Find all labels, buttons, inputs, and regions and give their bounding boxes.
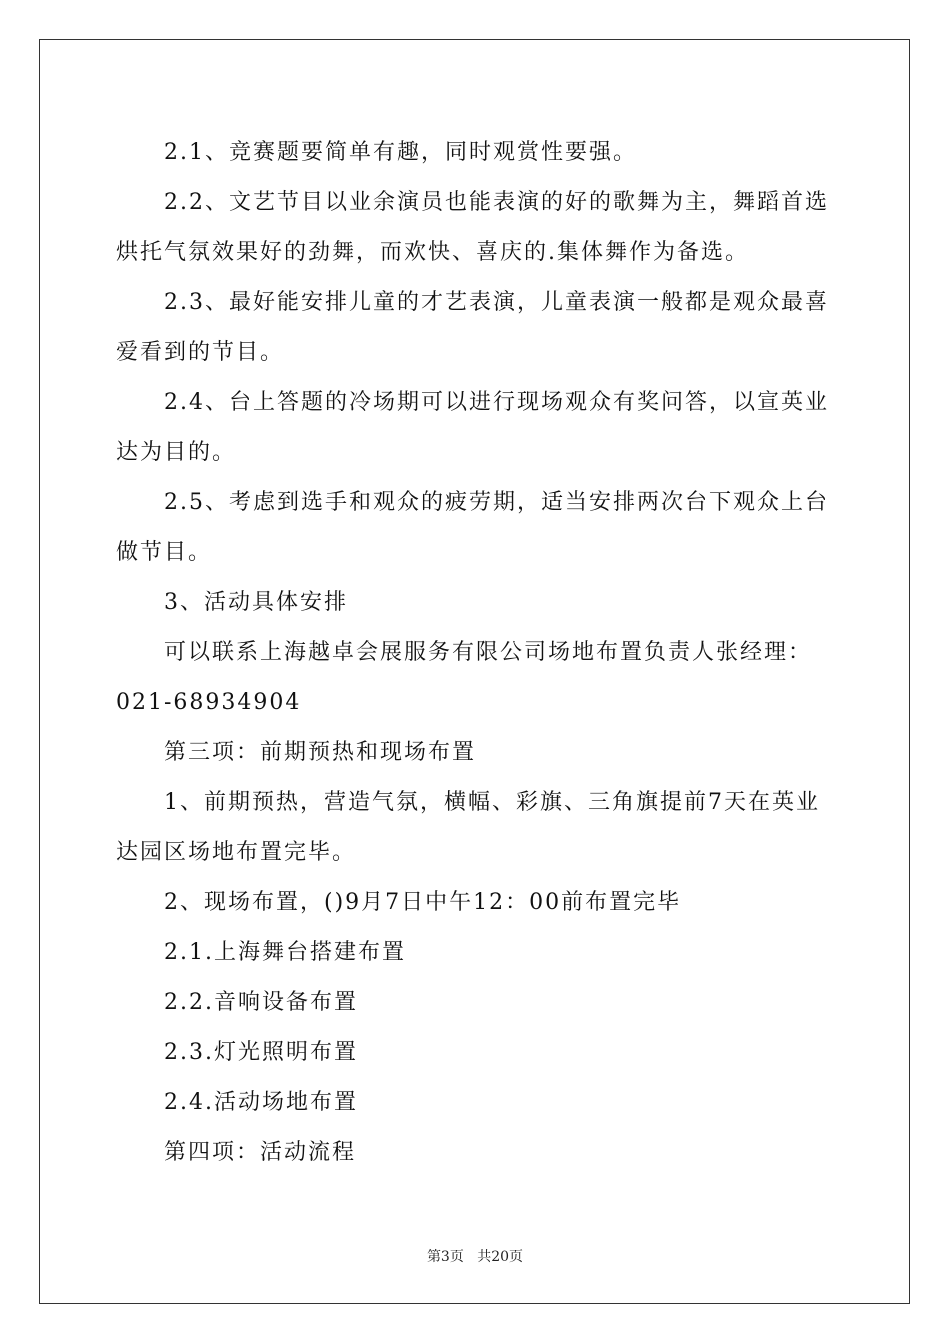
page-footer xyxy=(0,1248,950,1266)
list-item: 2.3.灯光照明布置 xyxy=(164,1040,358,1065)
list-item: 2.4.活动场地布置 xyxy=(164,1090,358,1115)
text-line: 1、前期预热，营造气氛，横幅、彩旗、三角旗提前7天在英业 xyxy=(164,790,820,815)
document-body xyxy=(116,128,836,1178)
text-line: 可以联系上海越卓会展服务有限公司场地布置负责人张经理： xyxy=(164,640,813,665)
section-heading: 3、活动具体安排 xyxy=(164,590,348,615)
text-line: 烘托气氛效果好的劲舞，而欢快、喜庆的.集体舞作为备选。 xyxy=(116,240,749,265)
text-line: 2.3、最好能安排儿童的才艺表演，儿童表演一般都是观众最喜 xyxy=(164,290,829,315)
text-line: 2.5、考虑到选手和观众的疲劳期，适当安排两次台下观众上台 xyxy=(164,490,829,515)
text-line: 2.1、竞赛题要简单有趣，同时观赏性要强。 xyxy=(164,140,637,165)
list-item: 2.1.上海舞台搭建布置 xyxy=(164,940,406,965)
text-line: 爱看到的节目。 xyxy=(116,340,285,365)
text-line: 达园区场地布置完毕。 xyxy=(116,840,357,865)
text-line: 2.2、文艺节目以业余演员也能表演的好的歌舞为主，舞蹈首选 xyxy=(164,190,829,215)
footer-separator xyxy=(464,1249,477,1265)
section-heading: 第三项：前期预热和现场布置 xyxy=(164,740,477,765)
text-line: 2、现场布置，()9月7日中午12：00前布置完毕 xyxy=(164,890,682,915)
text-line: 达为目的。 xyxy=(116,440,237,465)
page-number: 第3页 xyxy=(426,1249,464,1265)
page-total: 共20页 xyxy=(477,1249,524,1265)
section-heading: 第四项：活动流程 xyxy=(164,1140,357,1165)
list-item: 2.2.音响设备布置 xyxy=(164,990,358,1015)
phone-number: 021-68934904 xyxy=(116,690,302,715)
text-line: 2.4、台上答题的冷场期可以进行现场观众有奖问答，以宣英业 xyxy=(164,390,829,415)
text-line: 做节目。 xyxy=(116,540,213,565)
